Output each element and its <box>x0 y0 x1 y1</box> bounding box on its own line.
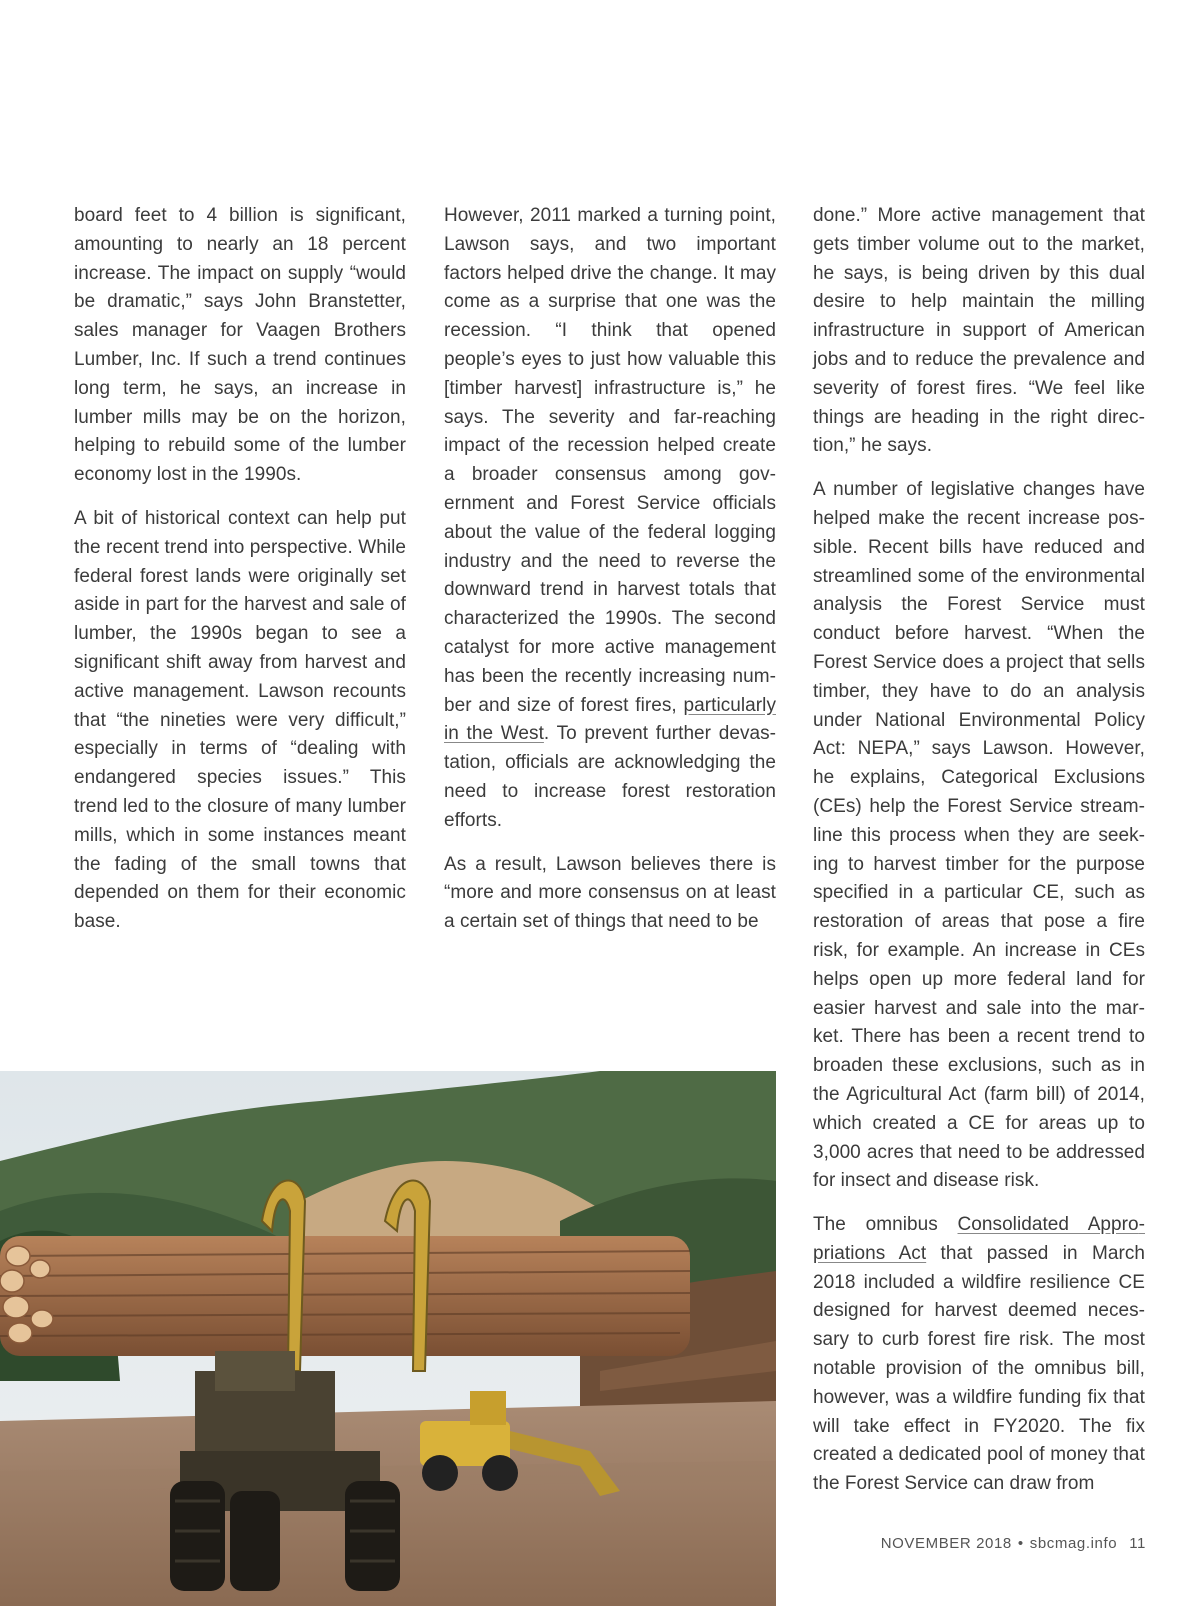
paragraph: A bit of historical context can help put the recent trend into perspective. While federal forest lands were originally set aside in part for the harvest and sale of lumber, the 1990s began to see a significant shift away from harvest and active management. Lawson recounts that “the nineties were very difficult,” especially in terms of “dealing with endangered species issues.” This trend led to the closure of many lumber mills, which in some instances meant the fading of the small towns that depended on them for their economic base. <box>74 507 406 933</box>
paragraph-text: that passed in March 2018 included a wildfire resilience CE designed for harvest deemed necessary to curb forest fire risk. The most notable provision of the omnibus bill, however, was a wildfire funding fix that will take effect in FY2020. The fix created a dedicated pool of money that the Forest Service can draw from <box>813 1242 1146 1495</box>
paragraph <box>444 202 776 836</box>
paragraph-text: . To prevent further devastation, officials are acknowledging the need to increase forest restoration efforts. <box>444 723 776 831</box>
particularly-in-the-west-link[interactable]: particularly in the West <box>444 694 776 745</box>
site-url[interactable]: sbcmag.info <box>1029 1535 1118 1552</box>
paragraph-text: The omnibus <box>813 1214 958 1236</box>
article-column-2 <box>444 202 776 952</box>
page-number: 11 <box>1129 1535 1146 1552</box>
issue-date: NOVEMBER 2018 <box>880 1535 1012 1552</box>
article-column-3 <box>813 202 1145 1514</box>
log-loader-photo <box>0 1071 776 1606</box>
paragraph <box>813 1211 1145 1499</box>
log-loader-carrying-timber-icon <box>0 1071 776 1606</box>
paragraph: done.” More active management that gets timber volume out to the market, he says, is being driven by this dual desire to help maintain the milling infrastructure in support of American jobs and to reduce the prevalence and severity of forest fires. “We feel like things are heading in the right direction,” he says. <box>813 205 1145 457</box>
consolidated-appropriations-act-link[interactable]: Consolidated Appropriations Act <box>813 1214 1145 1264</box>
page-footer <box>881 1535 1146 1552</box>
paragraph-text: However, 2011 marked a turning point, Lawson says, and two important factors helped drive the change. It may come as a surprise that one was the recession. “I think that opened people’s eyes to just how valuable this [timber harvest] infrastructure is,” he says. The severity and far-reaching impact of the recession helped create a broader consensus among government and Forest Service officials about the value of the federal logging industry and the need to reverse the downward trend in harvest totals that characterized the 1990s. The second catalyst for more active management has been the recently increasing number and size of forest fires, <box>444 205 776 716</box>
paragraph: As a result, Lawson believes there is “more and more consensus on at least a certain set of things that need to be <box>444 853 776 933</box>
paragraph: board feet to 4 billion is significant, amounting to nearly an 18 percent increase. The impact on supply “would be dramatic,” says John Branstetter, sales manager for Vaagen Brothers Lumber, Inc. If such a trend continues long term, he says, an increase in lumber mills may be on the horizon, helping to rebuild some of the lumber economy lost in the 1990s. <box>74 205 406 486</box>
article-column-1 <box>74 202 406 952</box>
paragraph: A number of legislative changes have helped make the recent increase possible. Recent bills have reduced and streamlined some of the environmental analysis the Forest Service must conduct before harvest. “When the Forest Service does a project that sells timber, they have to do an analysis under National Environmental Policy Act: NEPA,” says Lawson. However, he explains, Categorical Exclusions (CEs) help the Forest Service streamline this process when they are seeking to harvest timber for the purpose specified in a particular CE, such as restoration of areas that pose a fire risk, for example. An increase in CEs helps open up more federal land for easier harvest and sale into the market. There has been a recent trend to broaden these exclusions, such as in the Agricultural Act (farm bill) of 2014, which created a CE for areas up to 3,000 acres that need to be addressed for insect and disease risk. <box>813 479 1145 1192</box>
footer-bullet: • <box>1017 1535 1024 1552</box>
